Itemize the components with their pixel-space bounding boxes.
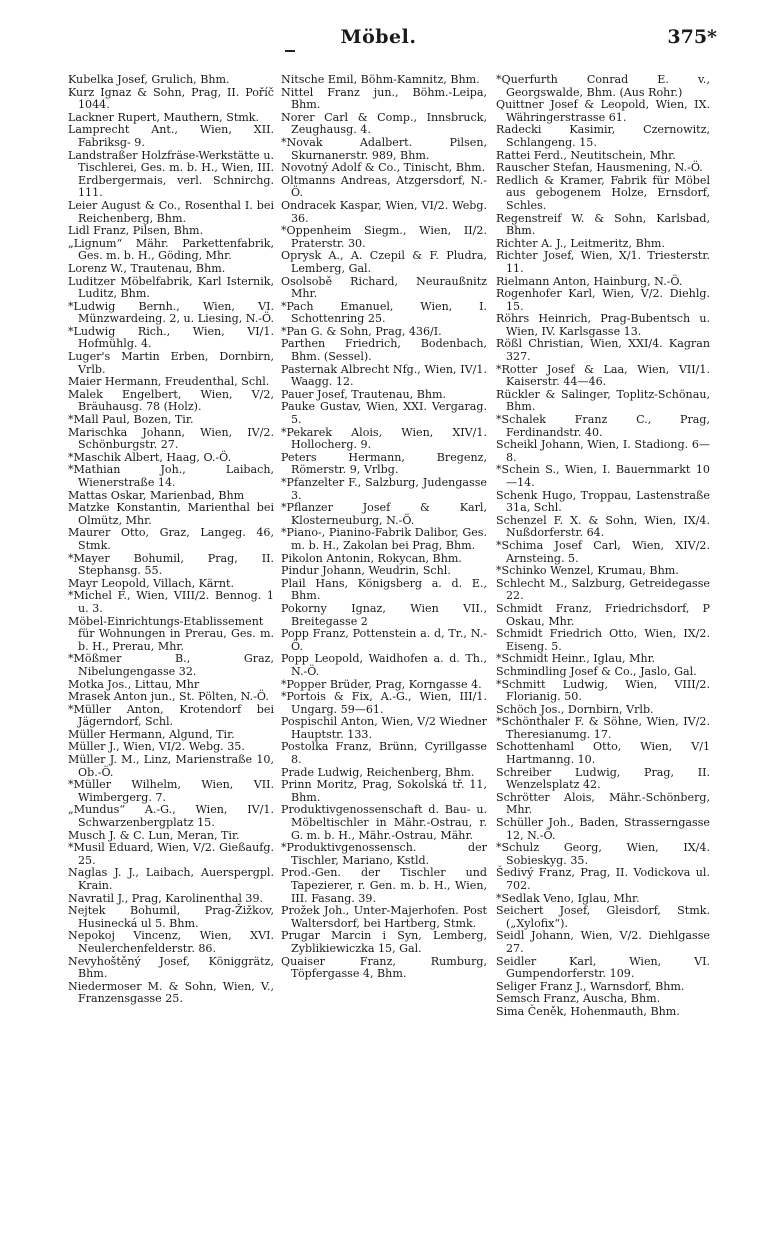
directory-entry: Norer Carl & Comp., Innsbruck, Zeughausg. 4.	[281, 110, 487, 137]
directory-entry: *Schmidt Heinr., Iglau, Mhr.	[496, 652, 656, 666]
directory-entry: Rogenhofer Karl, Wien, V/2. Diehlg. 15.	[496, 287, 710, 313]
directory-entry: Maurer Otto, Graz, Langeg. 46, Stmk.	[68, 526, 274, 552]
directory-entry: Lackner Rupert, Mauthern, Stmk.	[68, 110, 260, 124]
directory-entry: Lamprecht Ant., Wien, XII. Fabriksg- 9.	[68, 123, 274, 149]
directory-entry: Rattei Ferd., Neutitschein, Mhr.	[496, 148, 676, 162]
directory-entry: Lidl Franz, Pilsen, Bhm.	[68, 224, 204, 238]
directory-entry: Musch J. & C. Lun, Meran, Tir.	[68, 828, 240, 842]
directory-entry: Schmindling Josef & Co., Jaslo, Gal.	[496, 664, 697, 678]
directory-entry: Lorenz W., Trautenau, Bhm.	[68, 261, 226, 275]
directory-entry: Prinn Moritz, Prag, Sokolská tř. 11, Bhm.	[281, 778, 487, 804]
column-middle	[281, 74, 487, 1214]
directory-entry: Schöch Jos., Dornbirn, Vrlb.	[496, 702, 654, 716]
directory-entry: Kurz Ignaz & Sohn, Prag, II. Poříč 1044.	[68, 85, 274, 112]
directory-entry: Pikolon Antonin, Rokycan, Bhm.	[281, 551, 462, 565]
directory-entry: *Oppenheim Siegm., Wien, II/2. Praterstr. 30.	[281, 224, 487, 250]
directory-entry: *Schein S., Wien, I. Bauernmarkt 10—14.	[496, 463, 710, 489]
header-dash	[285, 50, 295, 52]
directory-entry: Möbel-Einrichtungs-Etablissement für Wohnungen in Prerau, Ges. m. b. H., Prerau, Mhr.	[68, 614, 274, 653]
directory-entry: Prožek Joh., Unter-Majerhofen. Post Waltersdorf, bei Hartberg, Stmk.	[281, 904, 487, 930]
directory-entry: Prugar Marcin i Syn, Lemberg, Zyblikiewiczka 15, Gal.	[281, 929, 487, 955]
directory-entry: *Produktivgenossensch. der Tischler, Mariano, Kstld.	[281, 841, 487, 867]
directory-entry: Schrötter Alois, Mähr.-Schönberg, Mhr.	[496, 790, 710, 817]
directory-entry: Schenzel F. X. & Sohn, Wien, IX/4. Nußdorferstr. 64.	[496, 513, 710, 540]
directory-entry: Sima Čeněk, Hohenmauth, Bhm.	[496, 1004, 680, 1018]
directory-entry: Matzke Konstantin, Marienthal bei Olmütz, Mhr.	[68, 501, 274, 527]
directory-entry: Quaiser Franz, Rumburg, Töpfergasse 4, Bhm.	[281, 954, 487, 981]
page-title: Möbel.	[340, 26, 417, 48]
directory-entry: *Maschik Albert, Haag, O.-Ö.	[68, 450, 232, 464]
directory-entry: *Mall Paul, Bozen, Tir.	[68, 413, 194, 427]
directory-entry: Naglas J. J., Laibach, Auerspergpl. Krain.	[68, 866, 274, 892]
directory-entry: Redlich & Kramer, Fabrik für Möbel aus gebogenem Holze, Ernsdorf, Schles.	[496, 173, 710, 212]
directory-entry: *Schulz Georg, Wien, IX/4. Sobieskyg. 35.	[496, 841, 710, 867]
directory-entry: *Popper Brüder, Prag, Korngasse 4.	[281, 677, 482, 691]
directory-entry: Oprysk A., A. Czepil & F. Pludra, Lemberg, Gal.	[281, 249, 487, 275]
directory-entry: Schlecht M., Salzburg, Getreidegasse 22.	[496, 576, 710, 603]
directory-entry: *Pach Emanuel, Wien, I. Schottenring 25.	[281, 299, 487, 326]
directory-entry: Landstraßer Holzfräse-Werkstätte u. Tischlerei, Ges. m. b. H., Wien, III. Erdbergermais, verl. Schnirchg. 111.	[68, 148, 274, 200]
directory-columns	[68, 74, 710, 1224]
directory-entry: *Müller Wilhelm, Wien, VII. Wimbergerg. 7.	[68, 778, 274, 804]
directory-entry: „Lignum“ Mähr. Parkettenfabrik, Ges. m. b. H., Göding, Mhr.	[68, 236, 274, 263]
directory-entry: Novotný Adolf & Co., Tinischt, Bhm.	[281, 161, 486, 175]
directory-entry: Richter Josef, Wien, X/1. Triesterstr. 11.	[496, 249, 710, 275]
directory-entry: Osolsobě Richard, Neuraußnitz Mhr.	[281, 274, 487, 301]
directory-entry: Mayr Leopold, Villach, Kärnt.	[68, 576, 234, 590]
directory-entry: Pindur Johann, Weudrin, Schl.	[281, 564, 451, 578]
directory-entry: *Querfurth Conrad E. v., Georgswalde, Bhm. (Aus Rohr.)	[496, 74, 710, 99]
directory-entry: Prade Ludwig, Reichenberg, Bhm.	[281, 765, 475, 779]
directory-entry: Malek Engelbert, Wien, V/2, Bräuhausg. 78 (Holz).	[68, 387, 274, 414]
directory-entry: Schüller Joh., Baden, Strasserngasse 12, N.-Ö.	[496, 816, 710, 842]
directory-entry: Mrasek Anton jun., St. Pölten, N.-Ö.	[68, 690, 269, 704]
directory-entry: *Mayer Bohumil, Prag, II. Stephansg. 55.	[68, 551, 274, 578]
directory-entry: Nepokoj Vincenz, Wien, XVI. Neulerchenfelderstr. 86.	[68, 929, 274, 955]
directory-entry: Richter A. J., Leitmeritz, Bhm.	[496, 236, 665, 250]
directory-entry: *Musil Eduard, Wien, V/2. Gießaufg. 25.	[68, 841, 274, 867]
directory-entry: Röhrs Heinrich, Prag-Bubentsch u. Wien, IV. Karlsgasse 13.	[496, 312, 710, 338]
directory-entry: Nevyhoštěný Josef, Königgrätz, Bhm.	[68, 954, 274, 981]
directory-entry: Seliger Franz J., Warnsdorf, Bhm.	[496, 979, 685, 993]
directory-entry: Niedermoser M. & Sohn, Wien, V., Franzensgasse 25.	[68, 979, 274, 1006]
directory-entry: „Mundus“ A.-G., Wien, IV/1. Schwarzenbergplatz 15.	[68, 803, 274, 830]
directory-entry: *Schmitt Ludwig, Wien, VIII/2. Florianig. 50.	[496, 677, 710, 704]
directory-entry: Schreiber Ludwig, Prag, II. Wenzelsplatz 42.	[496, 765, 710, 792]
directory-entry: Radecki Kasimir, Czernowitz, Schlangeng. 15.	[496, 123, 710, 149]
directory-entry: Pauke Gustav, Wien, XXI. Vergarag. 5.	[281, 400, 487, 427]
directory-entry: Popp Leopold, Waidhofen a. d. Th., N.-Ö.	[281, 652, 487, 678]
directory-entry: *Pflanzer Josef & Karl, Klosterneuburg, N.-Ö.	[281, 501, 487, 527]
directory-entry: Luditzer Möbelfabrik, Karl Isternik, Luditz, Bhm.	[68, 274, 274, 301]
directory-entry: Nitsche Emil, Böhm-Kamnitz, Bhm.	[281, 74, 480, 86]
directory-entry: Kubelka Josef, Grulich, Bhm.	[68, 74, 230, 86]
directory-entry: Rielmann Anton, Hainburg, N.-Ö.	[496, 274, 683, 288]
directory-entry: Schottenhaml Otto, Wien, V/1 Hartmanng. 10.	[496, 740, 710, 767]
column-right	[496, 74, 710, 1214]
directory-entry: Schmidt Friedrich Otto, Wien, IX/2. Eiseng. 5.	[496, 627, 710, 653]
directory-entry: *Schinko Wenzel, Krumau, Bhm.	[496, 564, 679, 578]
directory-entry: Šedivý Franz, Prag, II. Vodickova ul. 702.	[496, 866, 710, 892]
directory-entry: *Mathian Joh., Laibach, Wienerstraße 14.	[68, 463, 274, 489]
directory-entry: Müller J. M., Linz, Marienstraße 10, Ob.-Ö.	[68, 753, 274, 779]
directory-entry: Popp Franz, Pottenstein a. d, Tr., N.-Ö.	[281, 627, 487, 653]
directory-entry: Rößl Christian, Wien, XXI/4. Kagran 327.	[496, 337, 710, 364]
directory-entry: Pokorny Ignaz, Wien VII., Breitegasse 2	[281, 601, 487, 628]
directory-entry: Scheikl Johann, Wien, I. Stadiong. 6—8.	[496, 438, 710, 464]
directory-entry: Quittner Josef & Leopold, Wien, IX. Währingerstrasse 61.	[496, 98, 710, 124]
directory-entry: Schenk Hugo, Troppau, Lastenstraße 31a, Schl.	[496, 488, 710, 515]
directory-entry: Maier Hermann, Freudenthal, Schl.	[68, 375, 270, 389]
directory-entry: *Pekarek Alois, Wien, XIV/1. Hollocherg. 9.	[281, 425, 487, 452]
directory-entry: *Piano-, Pianino-Fabrik Dalibor, Ges. m. b. H., Zakolan bei Prag, Bhm.	[281, 526, 487, 552]
directory-entry: Oltmanns Andreas, Atzgersdorf, N.-Ö.	[281, 173, 487, 200]
directory-entry: Plail Hans, Königsberg a. d. E., Bhm.	[281, 576, 487, 603]
directory-entry: *Ludwig Bernh., Wien, VI. Münzwardeing. 2, u. Liesing, N.-Ö.	[68, 299, 274, 326]
directory-entry: *Schönthaler F. & Söhne, Wien, IV/2. Theresianumg. 17.	[496, 715, 710, 741]
directory-entry: *Pan G. & Sohn, Prag, 436/I.	[281, 324, 442, 338]
directory-entry: Nejtek Bohumil, Prag-Žižkov, Husinecká ul 5. Bhm.	[68, 904, 274, 930]
directory-entry: Pauer Josef, Trautenau, Bhm.	[281, 387, 447, 401]
directory-entry: Peters Hermann, Bregenz, Römerstr. 9, Vrlbg.	[281, 450, 487, 477]
directory-entry: Nittel Franz jun., Böhm.-Leipa, Bhm.	[281, 85, 487, 112]
directory-entry: Ondracek Kaspar, Wien, VI/2. Webg. 36.	[281, 198, 487, 225]
directory-entry: Postolka Franz, Brünn, Cyrillgasse 8.	[281, 740, 487, 767]
directory-entry: *Michel F., Wien, VIII/2. Bennog. 1 u. 3.	[68, 589, 274, 615]
page-header	[0, 22, 757, 52]
directory-entry: *Rotter Josef & Laa, Wien, VII/1. Kaiserstr. 44—46.	[496, 362, 710, 389]
directory-entry: *Novak Adalbert. Pilsen, Skurnanerstr. 989, Bhm.	[281, 135, 487, 162]
directory-entry: Navratil J., Prag, Karolinenthal 39.	[68, 891, 264, 905]
directory-entry: Produktivgenossenschaft d. Bau- u. Möbeltischler in Mähr.-Ostrau, r. G. m. b. H., Mähr.-Ostrau, Mähr.	[281, 803, 487, 842]
directory-entry: Luger's Martin Erben, Dornbirn, Vrlb.	[68, 350, 274, 376]
directory-entry: *Müller Anton, Krotendorf bei Jägerndorf, Schl.	[68, 702, 274, 729]
directory-entry: Pospischil Anton, Wien, V/2 Wiedner Hauptstr. 133.	[281, 715, 487, 741]
directory-entry: Semsch Franz, Auscha, Bhm.	[496, 992, 661, 1006]
directory-entry: Motka Jos., Littau, Mhr	[68, 677, 200, 691]
directory-entry: *Pfanzelter F., Salzburg, Judengasse 3.	[281, 476, 487, 502]
directory-entry: Rückler & Salinger, Toplitz-Schönau, Bhm.	[496, 387, 710, 414]
directory-entry: *Sedlak Veno, Iglau, Mhr.	[496, 891, 640, 905]
directory-entry: Seichert Josef, Gleisdorf, Stmk. („Xylofix“).	[496, 904, 710, 930]
directory-entry: Rauscher Stefan, Hausmening, N.-Ö.	[496, 161, 703, 175]
directory-entry: Mattas Oskar, Marienbad, Bhm	[68, 488, 245, 502]
page-number: 375*	[667, 26, 717, 48]
directory-entry: Müller Hermann, Algund, Tir.	[68, 727, 235, 741]
directory-entry: Regenstreif W. & Sohn, Karlsbad, Bhm.	[496, 211, 710, 238]
directory-entry: *Portois & Fix, A.-G., Wien, III/1. Ungarg. 59—61.	[281, 690, 487, 716]
directory-entry: Pasternak Albrecht Nfg., Wien, IV/1. Waagg. 12.	[281, 362, 487, 389]
directory-entry: *Mößmer B., Graz, Nibelungengasse 32.	[68, 652, 274, 678]
column-left	[68, 74, 274, 1214]
directory-entry: *Ludwig Rich., Wien, VI/1. Hofmühlg. 4.	[68, 324, 274, 351]
directory-entry: Müller J., Wien, VI/2. Webg. 35.	[68, 740, 245, 754]
directory-entry: Marischka Johann, Wien, IV/2. Schönburgstr. 27.	[68, 425, 274, 452]
directory-entry: Seidl Johann, Wien, V/2. Diehlgasse 27.	[496, 929, 710, 955]
directory-entry: Schmidt Franz, Friedrichsdorf, P Oskau, Mhr.	[496, 601, 710, 628]
directory-entry: Prod.-Gen. der Tischler und Tapezierer, r. Gen. m. b. H., Wien, III. Fasang. 39.	[281, 866, 487, 905]
directory-entry: *Schalek Franz C., Prag, Ferdinandstr. 40.	[496, 413, 710, 439]
directory-entry: Leier August & Co., Rosenthal I. bei Reichenberg, Bhm.	[68, 198, 274, 225]
directory-entry: Parthen Friedrich, Bodenbach, Bhm. (Sessel).	[281, 337, 487, 364]
directory-entry: Seidler Karl, Wien, VI. Gumpendorferstr. 109.	[496, 954, 710, 981]
directory-entry: *Schima Josef Carl, Wien, XIV/2. Arnsteing. 5.	[496, 538, 710, 565]
